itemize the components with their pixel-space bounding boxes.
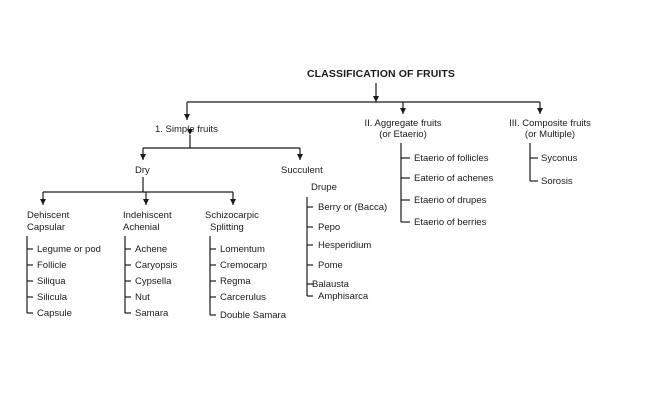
dehiscent-sublabel: Capsular: [27, 222, 66, 233]
arrow-head-icon: [537, 108, 543, 114]
list-item: Eaterio of achenes: [414, 173, 494, 184]
list-item: Silicula: [37, 292, 68, 303]
indehiscent-label: Indehiscent: [123, 210, 172, 221]
list-item: Siliqua: [37, 276, 66, 287]
list-item: Lomentum: [220, 244, 265, 255]
list-item: Capsule: [37, 308, 72, 319]
list-item: Berry or (Bacca): [318, 202, 388, 213]
list-item: Regma: [220, 276, 251, 287]
composite-fruits-label: III. Composite fruits: [509, 118, 591, 129]
list-item: Etaerio of drupes: [414, 195, 487, 206]
list-item: Carcerulus: [220, 292, 266, 303]
list-item: Double Samara: [220, 310, 287, 321]
list-item: Caryopsis: [135, 260, 178, 271]
schizocarpic-sublabel: Splitting: [210, 222, 244, 233]
aggregate-fruits-sublabel: (or Etaerio): [379, 129, 427, 140]
list-item: Amphisarca: [318, 291, 369, 302]
arrow-head-icon: [40, 199, 46, 205]
arrow-head-icon: [184, 114, 190, 120]
list-item: Legume or pod: [37, 244, 101, 255]
drupe-label: Drupe: [311, 182, 337, 193]
schizocarpic-label: Schizocarpic: [205, 210, 259, 221]
dry-label: Dry: [135, 165, 150, 176]
list-item: Sorosis: [541, 176, 573, 187]
list-item: Etaerio of follicles: [414, 153, 489, 164]
list-item: Samara: [135, 308, 169, 319]
succulent-label: Succulent: [281, 165, 323, 176]
arrow-head-icon: [143, 199, 149, 205]
list-item: Pepo: [318, 222, 341, 233]
arrow-head-icon: [297, 154, 303, 160]
dehiscent-label: Dehiscent: [27, 210, 70, 221]
simple-fruits-label: 1. Simple fruits: [155, 124, 218, 135]
list-item: Syconus: [541, 153, 578, 164]
indehiscent-sublabel: Achenial: [123, 222, 160, 233]
list-item: Cremocarp: [220, 260, 267, 271]
diagram-title: CLASSIFICATION OF FRUITS: [306, 68, 456, 80]
arrow-head-icon: [400, 108, 406, 114]
arrow-head-icon: [230, 199, 236, 205]
arrow-head-icon: [140, 154, 146, 160]
list-item: Balausta: [312, 279, 349, 290]
list-item: Etaerio of berries: [414, 217, 487, 228]
list-item: Follicle: [37, 260, 67, 271]
list-item: Pome: [318, 260, 343, 271]
arrow-head-icon: [373, 96, 379, 102]
aggregate-fruits-label: II. Aggregate fruits: [364, 118, 442, 129]
list-item: Cypsella: [135, 276, 172, 287]
composite-fruits-sublabel: (or Multiple): [524, 129, 576, 140]
list-item: Nut: [135, 292, 150, 303]
list-item: Achene: [135, 244, 168, 255]
list-item: Hesperidium: [318, 240, 372, 251]
